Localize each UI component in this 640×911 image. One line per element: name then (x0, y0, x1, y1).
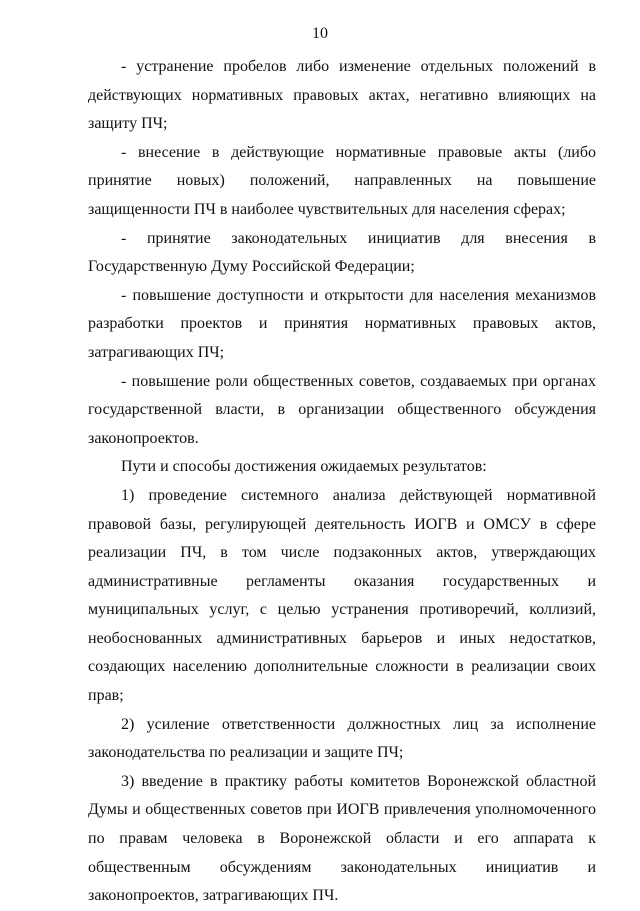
page-number: 10 (312, 25, 328, 42)
paragraph-item-3: 3) введение в практику работы комитетов Воронежской областной Думы и общественных советов при ИОГВ привлечения уполномоченного по правам человека в Воронежской области и его аппарата к общественным обсуждениям законодательных инициатив и законопроектов, затрагивающих ПЧ. (88, 772, 596, 905)
paragraph-item-1: 1) проведение системного анализа действующей нормативной правовой базы, регулирующей деятельность ИОГВ и ОМСУ в сфере реализации ПЧ, в том числе подзаконных актов, утверждающих административные регламенты оказания государственных и муниципальных услуг, с целью устранения противоречий, коллизий, необоснованных административных барьеров и иных недостатков, создающих населению дополнительные сложности в реализации своих прав; (88, 486, 596, 705)
paragraph-item-2: 2) усиление ответственности должностных лиц за исполнение законодательства по реализации и защите ПЧ; (88, 715, 596, 762)
paragraph-legislative-initiatives: - принятие законодательных инициатив для внесения в Государственную Думу Российской Федерации; (88, 229, 596, 276)
paragraph-accessibility: - повышение доступности и открытости для населения механизмов разработки проектов и принятия нормативных правовых актов, затрагивающих ПЧ; (88, 286, 596, 361)
paragraph-public-councils: - повышение роли общественных советов, создаваемых при органах государственной власти, в организации общественного обсуждения законопроектов. (88, 372, 596, 447)
document-body (88, 53, 596, 911)
paragraph-amendments: - внесение в действующие нормативные правовые акты (либо принятие новых) положений, направленных на повышение защищенности ПЧ в наиболее чувствительных для населения сферах; (88, 143, 596, 218)
paragraph-methods-heading: Пути и способы достижения ожидаемых результатов: (121, 458, 487, 476)
paragraph-gaps-elimination: - устранение пробелов либо изменение отдельных положений в действующих нормативных правовых актах, негативно влияющих на защиту ПЧ; (88, 58, 596, 133)
